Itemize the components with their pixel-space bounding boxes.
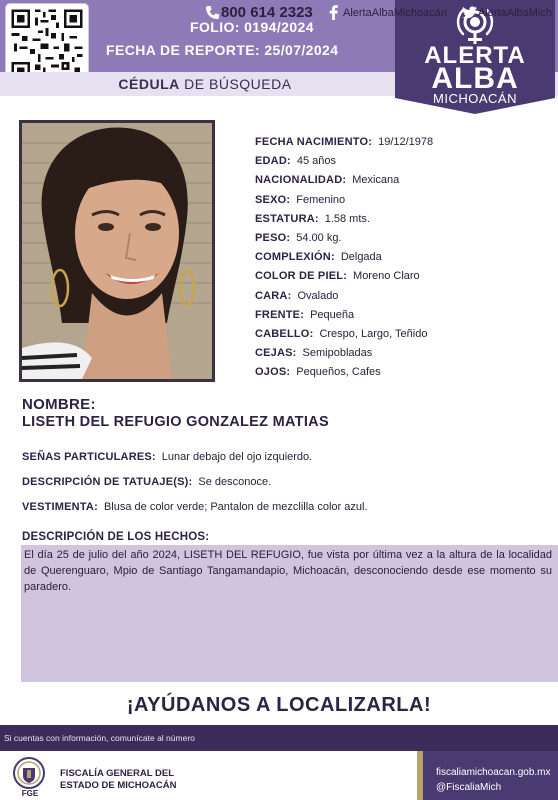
cedula-title	[0, 76, 410, 92]
detail-value: 19/12/1978	[378, 136, 434, 148]
senas-value: Lunar debajo del ojo izquierdo.	[161, 451, 313, 463]
nombre-value: LISETH DEL REFUGIO GONZALEZ MATIAS	[22, 414, 329, 430]
detail-label: SEXO:	[255, 193, 291, 206]
detail-label: CABELLO:	[255, 327, 314, 340]
detail-color-piel	[255, 270, 555, 289]
nombre-label: NOMBRE:	[22, 396, 96, 413]
michoacan-title: MICHOACÁN	[433, 91, 517, 106]
detail-value: Femenino	[296, 193, 346, 206]
phone-icon	[205, 5, 220, 20]
vestimenta	[22, 501, 367, 513]
facebook-handle[interactable]: AlertaAlbaMichoacán	[343, 7, 447, 19]
vestimenta-value: Blusa de color verde; Pantalon de mezclilla color azul.	[103, 501, 368, 513]
detail-label: NACIONALIDAD:	[255, 174, 347, 187]
details-list	[255, 136, 555, 385]
detail-value: Pequeña	[310, 308, 355, 321]
detail-fecha-nacimiento	[255, 136, 555, 155]
facebook-icon	[327, 5, 340, 20]
detail-label: COLOR DE PIEL:	[255, 270, 348, 283]
twitter-handle[interactable]: AlertaAlbaMich	[478, 7, 552, 19]
contact-intro: Si cuentas con información, comunícate al número	[4, 733, 195, 743]
detail-label: COMPLEXIÓN:	[255, 251, 335, 264]
cedula-rest: DE BÚSQUEDA	[179, 76, 292, 92]
call-to-action: ¡AYÚDANOS A LOCALIZARLA!	[126, 694, 432, 716]
detail-cejas	[255, 347, 555, 366]
detail-peso	[255, 232, 555, 251]
detail-nacionalidad	[255, 174, 555, 193]
detail-value: 45 años	[296, 155, 336, 168]
detail-value: 1.58 mts.	[324, 212, 370, 225]
alba-title: ALBA	[431, 62, 519, 95]
phone-number[interactable]: 800 614 2323	[221, 4, 313, 21]
contact-bar	[0, 725, 558, 751]
detail-label: PESO:	[255, 231, 291, 244]
detail-value: 54.00 kg.	[296, 231, 342, 244]
folio: FOLIO: 0194/2024	[190, 19, 314, 35]
social-handle[interactable]: @FiscaliaMich	[436, 782, 502, 793]
person-photo	[19, 120, 215, 382]
detail-ojos	[255, 366, 555, 385]
cedula-bold: CÉDULA	[118, 76, 180, 92]
hechos-text: El día 25 de julio del año 2024, LISETH DEL REFUGIO, fue vista por última vez a la altura de la localidad de Querenguaro, Mpio de Santiago Tangamandapio, Michoacán, desconociendo desde ese momento su paradero.	[24, 549, 552, 593]
detail-label: EDAD:	[255, 155, 291, 168]
website-link[interactable]: fiscaliamichoacan.gob.mx	[436, 767, 551, 778]
twitter-icon	[462, 6, 477, 19]
tatuajes-label: DESCRIPCIÓN DE TATUAJE(S):	[22, 476, 193, 488]
detail-edad	[255, 155, 555, 174]
detail-label: CEJAS:	[255, 347, 297, 360]
vestimenta-label: VESTIMENTA:	[22, 501, 98, 513]
detail-value: Ovalado	[297, 289, 339, 302]
senas-label: SEÑAS PARTICULARES:	[22, 451, 156, 463]
seal-text: FGE	[21, 789, 39, 798]
org-name-line2: ESTADO DE MICHOACÁN	[60, 780, 177, 791]
detail-value: Pequeños, Cafes	[296, 366, 381, 379]
detail-label: CARA:	[255, 289, 292, 302]
detail-label: FECHA NACIMIENTO:	[255, 136, 373, 148]
detail-cara	[255, 290, 555, 309]
fecha-reporte: FECHA DE REPORTE: 25/07/2024	[106, 42, 339, 58]
detail-label: OJOS:	[255, 366, 291, 379]
detail-value: Crespo, Largo, Teñido	[319, 327, 428, 340]
detail-value: Mexicana	[352, 174, 400, 187]
detail-value: Delgada	[340, 251, 382, 264]
detail-complexion	[255, 251, 555, 270]
alerta-title: ALERTA	[424, 42, 526, 69]
tatuajes	[22, 476, 271, 488]
org-name-line1: FISCALÍA GENERAL DEL	[60, 768, 175, 779]
detail-value: Moreno Claro	[353, 270, 420, 283]
tatuajes-value: Se desconoce.	[198, 476, 272, 488]
senas-particulares	[22, 451, 312, 463]
detail-value: Semipobladas	[302, 347, 373, 360]
detail-frente	[255, 309, 555, 328]
detail-cabello	[255, 328, 555, 347]
detail-sexo	[255, 194, 555, 213]
detail-label: FRENTE:	[255, 308, 305, 321]
detail-estatura	[255, 213, 555, 232]
detail-label: ESTATURA:	[255, 212, 319, 225]
hechos-label: DESCRIPCIÓN DE LOS HECHOS:	[22, 531, 210, 543]
